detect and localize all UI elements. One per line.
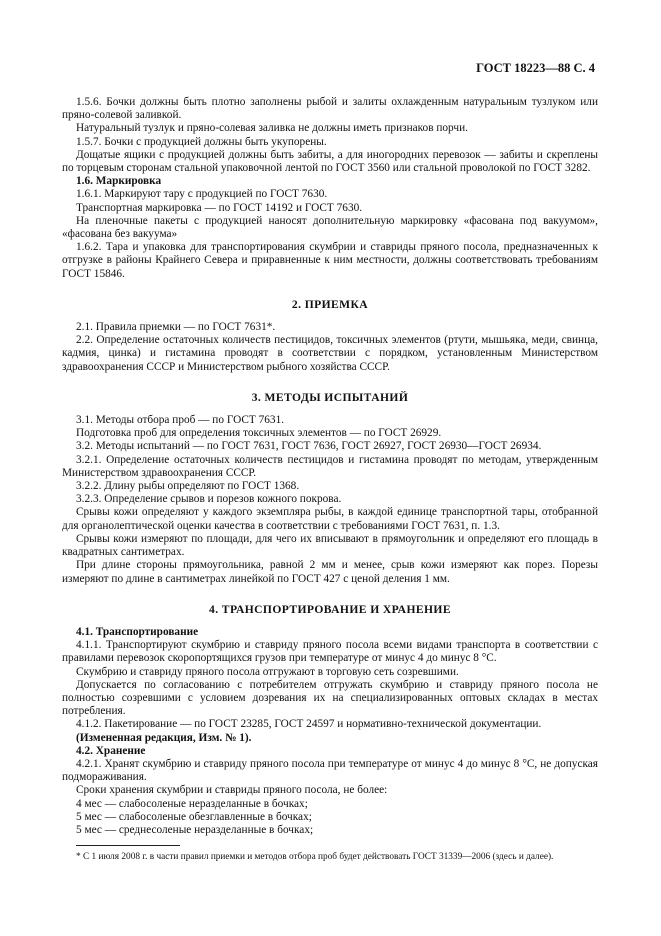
paragraph: 4.2.1. Хранят скумбрию и ставриду пряного посола при температуре от минус 4 до минус 8 °С, не допуская подмораживания.: [62, 757, 598, 784]
paragraph: Срывы кожи измеряют по площади, для чего их вписывают в прямоугольник и определяют его площадь в квадратных сантиметрах.: [62, 532, 598, 559]
document-body: [62, 96, 598, 863]
paragraph: 2.2. Определение остаточных количеств пестицидов, токсичных элементов (ртути, мышьяка, меди, свинца, кадмия, цинка) и гистамина проводят в соответствии с порядком, установленным Министерством здравоохранения СССР и Министерством рыбного хозяйства СССР.: [62, 334, 598, 373]
paragraph: 3.2.1. Определение остаточных количеств пестицидов и гистамина проводят по методам, утвержденным Министерством здравоохранения СССР.: [62, 453, 598, 479]
paragraph: 4 мес — слабосоленые неразделанные в бочках;: [76, 797, 308, 810]
section-heading: 3. МЕТОДЫ ИСПЫТАНИЙ: [251, 390, 409, 404]
paragraph: Натуральный тузлук и пряно-солевая заливка не должны иметь признаков порчи.: [76, 122, 468, 135]
paragraph: 1.5.7. Бочки с продукцией должны быть укупорены.: [76, 135, 327, 148]
subsection-heading: (Измененная редакция, Изм. № 1).: [76, 731, 252, 744]
paragraph: При длине стороны прямоугольника, равной 2 мм и менее, срыв кожи измеряют как порез. Порезы измеряют по длине в сантиметрах линейкой по ГОСТ 427 с ценой деления 1 мм.: [62, 559, 598, 585]
paragraph: 2.1. Правила приемки — по ГОСТ 7631*.: [76, 321, 276, 334]
subsection-heading: 4.1. Транспортирование: [76, 625, 199, 638]
paragraph: 4.1.2. Пакетирование — по ГОСТ 23285, ГОСТ 24597 и нормативно-технической документации.: [76, 718, 542, 731]
paragraph: Дощатые ящики с продукцией должны быть забиты, а для иногородних перевозок — забиты и скреплены по торцевым сторонам стальной упаковочной лентой по ГОСТ 3560 или стальной проволокой по ГОСТ 3282.: [62, 148, 598, 175]
page-header: ГОСТ 18223—88 С. 4: [476, 61, 595, 75]
paragraph: На пленочные пакеты с продукцией наносят дополнительную маркировку «фасована под вакуумом», «фасована без вакуума»: [62, 214, 598, 241]
footnote-divider: [76, 845, 180, 846]
subsection-heading: 4.2. Хранение: [76, 744, 146, 757]
paragraph: 3.2.3. Определение срывов и порезов кожного покрова.: [76, 493, 342, 506]
paragraph: 5 мес — слабосоленые обезглавленные в бочках;: [76, 810, 312, 823]
paragraph: Подготовка проб для определения токсичных элементов — по ГОСТ 26929.: [76, 427, 442, 440]
footnote: * С 1 июля 2008 г. в части правил приемки и методов отбора проб будет действовать ГОСТ 31339—2006 (здесь и далее).: [76, 852, 554, 863]
subsection-heading: 1.6. Маркировка: [76, 175, 162, 188]
paragraph: 3.2.2. Длину рыбы определяют по ГОСТ 1368.: [76, 480, 300, 493]
paragraph: 5 мес — среднесоленые неразделанные в бочках;: [76, 823, 314, 836]
paragraph: Транспортная маркировка — по ГОСТ 14192 и ГОСТ 7630.: [76, 201, 363, 214]
paragraph: 1.6.1. Маркируют тару с продукцией по ГОСТ 7630.: [76, 188, 328, 201]
paragraph: 4.1.1. Транспортируют скумбрию и ставриду пряного посола всеми видами транспорта в соответствии с правилами перевозок скоропортящихся грузов при температуре от минус 4 до минус 8 °С.: [62, 639, 598, 665]
paragraph: Срывы кожи определяют у каждого экземпляра рыбы, в каждой единице транспортной тары, отобранной для органолептической оценки качества в соответствии с требованиями ГОСТ 7631, п. 1.3.: [62, 506, 598, 532]
paragraph: 1.6.2. Тара и упаковка для транспортирования скумбрии и ставриды пряного посола, предназначенных к отгрузке в районы Крайнего Севера и приравненные к ним местности, должны соответствовать требованиям ГОСТ 15846.: [62, 241, 598, 280]
section-heading: 2. ПРИЕМКА: [291, 297, 369, 311]
paragraph: Допускается по согласованию с потребителем отгружать скумбрию и ставриду пряного посола не полностью созревшими с условием дозревания их на специализированных оптовых складах в местах потребления.: [62, 678, 598, 718]
paragraph: 1.5.6. Бочки должны быть плотно заполнены рыбой и залиты охлажденным натуральным тузлуком или пряно-солевой заливкой.: [62, 96, 598, 122]
paragraph: 3.1. Методы отбора проб — по ГОСТ 7631.: [76, 414, 285, 427]
section-heading: 4. ТРАНСПОРТИРОВАНИЕ И ХРАНЕНИЕ: [209, 602, 451, 616]
paragraph: Сроки хранения скумбрии и ставриды пряного посола, не более:: [76, 784, 388, 797]
paragraph: Скумбрию и ставриду пряного посола отгружают в торговую сеть созревшими.: [76, 665, 459, 678]
paragraph: 3.2. Методы испытаний — по ГОСТ 7631, ГОСТ 7636, ГОСТ 26927, ГОСТ 26930—ГОСТ 26934.: [76, 440, 542, 453]
